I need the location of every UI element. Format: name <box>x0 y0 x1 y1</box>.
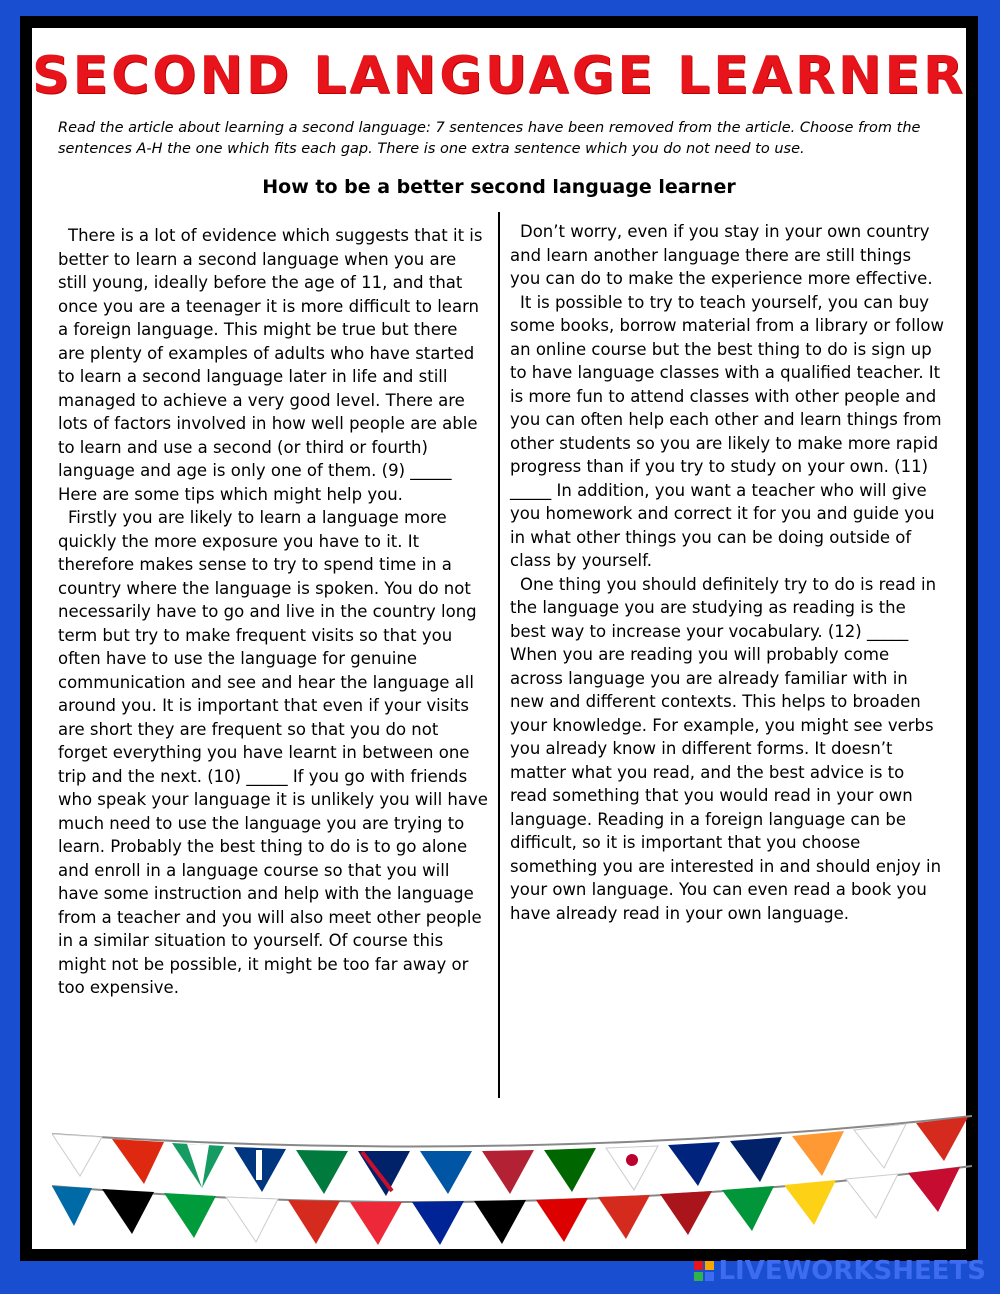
worksheet-frame <box>20 16 978 1261</box>
logo-text: LIVEWORKSHEETS <box>718 1256 986 1286</box>
worksheet-page <box>32 28 966 1249</box>
article-paragraph: Firstly you are likely to learn a language more quickly the more exposure you have to it. It therefore makes sense to try to spend time in a country where the language is spoken. You do not necessarily have to go and live in the country long term but try to make frequent visits so that you often have to use the language for genuine communication and see and hear the language all around you. It is important that even if your visits are short they are frequent so that you do not forget everything you have learnt in between one trip and the next. (10) _____ If you go with friends who speak your language it is unlikely you will have much need to use the language you are trying to learn. Probably the best thing to do is to go alone and enroll in a language course so that you will have some instruction and help with the language from a teacher and you will also meet other people in a similar situation to yourself. Of course this might not be possible, it might be too far away or too expensive. <box>58 508 488 997</box>
article-paragraph: One thing you should definitely try to do is read in the language you are studying as reading is the best way to increase your vocabulary. (12) _____ When you are reading you will probably come across language you are already familiar with in new and different contexts. This helps to broaden your knowledge. For example, you might see verbs you already know in different forms. It doesn’t matter what you read, and the best advice is to read something that you would read in your own language. Reading in a foreign language can be difficult, so it is important that you choose something you are interested in and should enjoy in your own language. You can even read a book you have already read in your own language. <box>510 574 942 923</box>
column-divider <box>498 212 500 1098</box>
liveworksheets-logo[interactable] <box>694 1256 986 1286</box>
article-paragraph: There is a lot of evidence which suggests that it is better to learn a second language when you are still young, ideally before the age of 11, and that once you are a teenager it is more difficult to learn a foreign language. This might be true but there are plenty of examples of adults who have started to learn a second language later in life and still managed to achieve a very good level. There are lots of factors involved in how well people are able to learn and use a second (or third or fourth) language and age is only one of them. (9) _____ Here are some tips which might help you. <box>58 226 483 504</box>
instructions-text: Read the article about learning a second language: 7 sentences have been removed from the article. Choose from the sentences A-H the one which fits each gap. There is one extra sentence which you do not need to use. <box>58 120 921 157</box>
logo-mark-icon <box>694 1261 714 1281</box>
article-right-column <box>510 220 946 925</box>
article-title: How to be a better second language learner <box>262 176 736 198</box>
article-paragraph: It is possible to try to teach yourself, you can buy some books, borrow material from a library or follow an online course but the best thing to do is sign up to have language classes with a qualified teacher. It is more fun to attend classes with other people and you can often help each other and learn things from other students so you are likely to make more rapid progress than if you try to study on your own. (11) _____ In addition, you want a teacher who will give you homework and correct it for you and guide you in what other things you can be doing outside of class by yourself. <box>510 292 945 570</box>
article-left-column <box>58 224 488 1000</box>
page-title: SECOND LANGUAGE LEARNER <box>32 46 966 106</box>
article-paragraph: Don’t worry, even if you stay in your own country and learn another language there are still things you can do to make the experience more effective. <box>510 222 933 288</box>
flag-bunting-image <box>52 1106 972 1256</box>
